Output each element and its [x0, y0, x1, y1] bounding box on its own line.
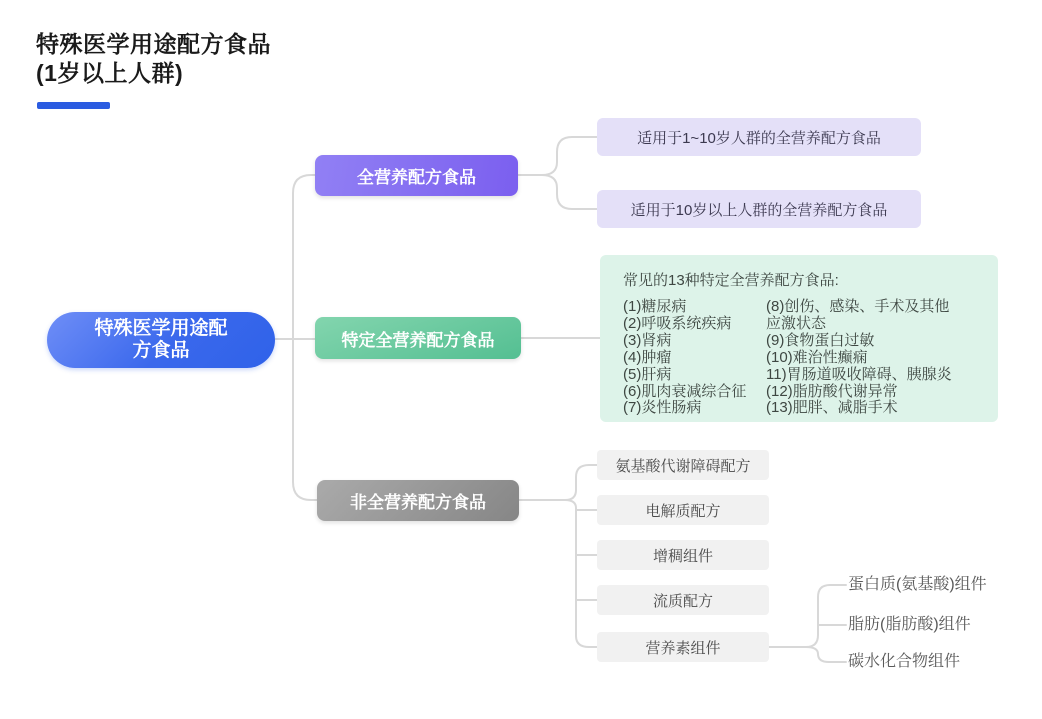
panel-item: 应激状态	[766, 314, 827, 332]
connector-nutrient-child3	[806, 647, 846, 662]
panel-item: (1)糖尿病	[623, 298, 687, 315]
page-title-line2: (1岁以上人群)	[36, 60, 184, 86]
panel-item: 11)胃肠道吸收障碍、胰腺炎	[766, 365, 952, 383]
leaf-nutrient-component: 营养素组件	[597, 632, 769, 662]
panel-right-column	[766, 299, 984, 417]
leaf-carbohydrate-component: 碳水化合物组件	[848, 653, 961, 670]
branch-specific-full-nutrition: 特定全营养配方食品	[315, 317, 521, 359]
panel-item: (9)食物蛋白过敏	[766, 331, 875, 349]
connector-branch3-child5	[565, 500, 597, 647]
panel-item: (5)肝病	[623, 365, 672, 383]
panel-item: (2)呼吸系统疾病	[623, 314, 732, 332]
panel-item: (13)肥胖、减脂手术	[766, 399, 898, 417]
connector-root-spine	[293, 175, 317, 500]
leaf-electrolyte-formula: 电解质配方	[597, 495, 769, 525]
leaf-age-1-10: 适用于1~10岁人群的全营养配方食品	[597, 118, 921, 156]
panel-item: (8)创伤、感染、手术及其他	[766, 298, 950, 315]
connector-branch1-child2	[542, 175, 597, 209]
leaf-fat-component: 脂肪(脂肪酸)组件	[848, 616, 971, 633]
leaf-thickening-component: 增稠组件	[597, 540, 769, 570]
panel-item: (7)炎性肠病	[623, 399, 702, 417]
branch-full-nutrition: 全营养配方食品	[315, 155, 518, 196]
leaf-age-over-10: 适用于10岁以上人群的全营养配方食品	[597, 190, 921, 228]
panel-item: (10)难治性癫痫	[766, 348, 868, 366]
root-node-label-line2: 方食品	[132, 340, 190, 361]
connector-branch1-child1	[518, 137, 597, 175]
branch-non-full-nutrition: 非全营养配方食品	[317, 480, 519, 521]
leaf-amino-acid-metabolism-formula: 氨基酸代谢障碍配方	[597, 450, 769, 480]
panel-item: (6)肌肉衰减综合征	[623, 382, 747, 400]
panel-item: (12)脂肪酸代谢异常	[766, 382, 898, 400]
specific-formula-panel	[600, 255, 998, 422]
connector-nutrient-child1	[806, 585, 846, 647]
panel-item: (4)肿瘤	[623, 348, 672, 366]
root-node-label-line1: 特殊医学用途配	[94, 318, 228, 339]
root-node	[47, 312, 275, 368]
panel-item: (3)肾病	[623, 331, 672, 349]
panel-title: 常见的13种特定全营养配方食品:	[623, 272, 839, 289]
panel-columns	[623, 299, 984, 417]
leaf-protein-component: 蛋白质(氨基酸)组件	[848, 576, 987, 593]
leaf-liquid-formula: 流质配方	[597, 585, 769, 615]
connector-branch3-child1	[565, 465, 597, 500]
panel-left-column	[623, 299, 766, 417]
page-title-line1: 特殊医学用途配方食品	[36, 31, 271, 57]
